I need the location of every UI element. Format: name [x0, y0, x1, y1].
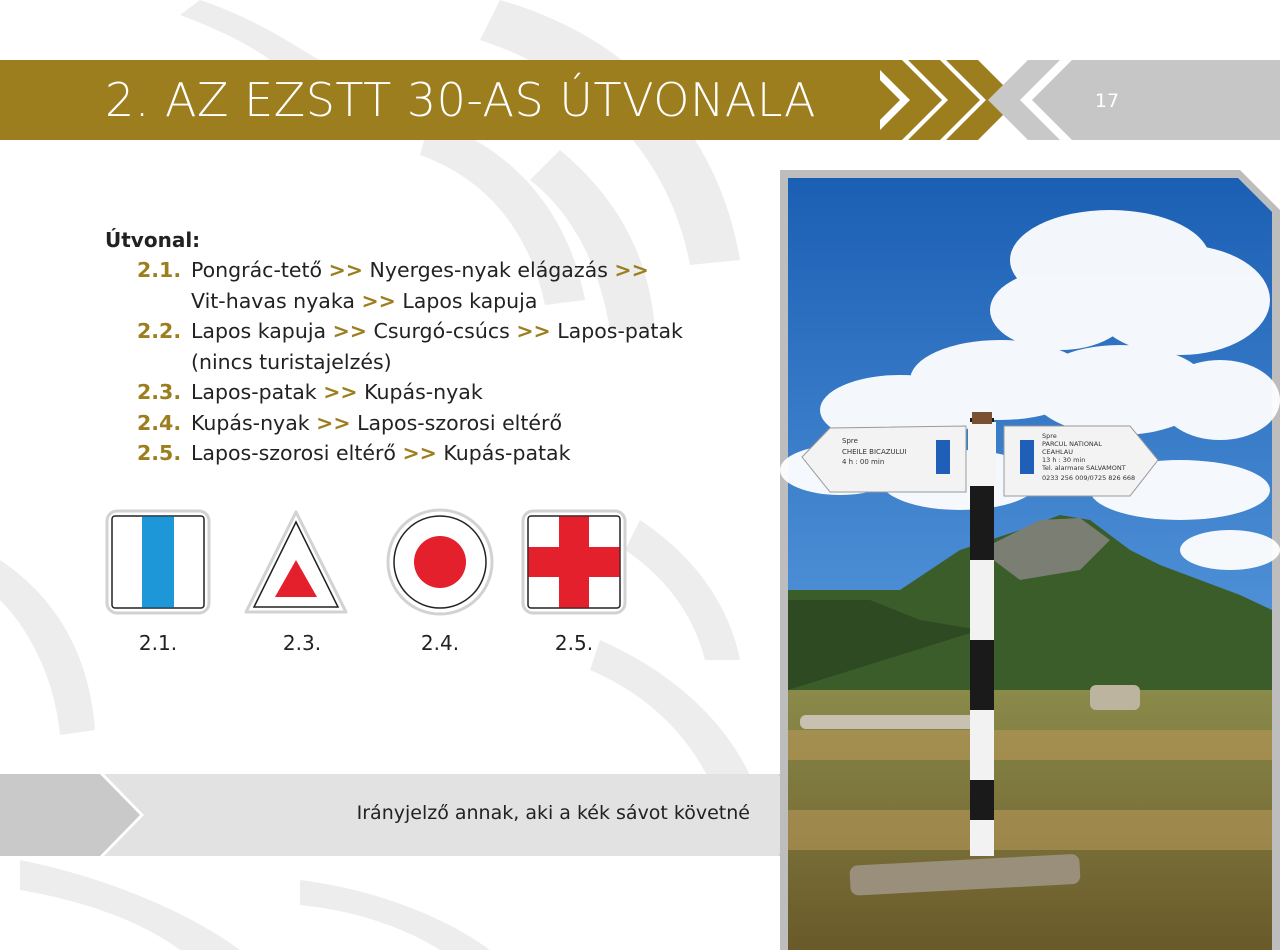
sign-right-line: 13 h : 30 min — [1042, 456, 1086, 464]
marker-label: 2.5. — [554, 631, 594, 655]
route-item-text — [191, 316, 745, 377]
marker-label: 2.4. — [420, 631, 460, 655]
route-item-text — [191, 438, 745, 469]
sign-right-line: Spre — [1042, 432, 1057, 440]
sign-left-line: CHEILE BICAZULUI — [842, 448, 907, 456]
route-heading: Útvonal: — [105, 228, 201, 252]
sign-left-line: Spre — [842, 437, 858, 445]
red-cross-marker-icon — [520, 508, 628, 616]
route-place: Vit-havas nyaka — [191, 288, 355, 313]
route-place: Csurgó-csúcs — [373, 319, 510, 343]
signpost-photo — [780, 170, 1280, 950]
red-triangle-marker-icon — [242, 508, 350, 616]
route-separator: >> — [614, 258, 649, 282]
route-place: Lapos-szorosi eltérő — [191, 441, 396, 465]
route-place: Kupás-patak — [443, 441, 571, 465]
page-title: 2. AZ EZSTT 30-AS ÚTVONALA — [105, 73, 816, 127]
page-number: 17 — [1094, 90, 1120, 112]
route-separator: >> — [332, 319, 367, 343]
route-note: (nincs turistajelzés) — [191, 349, 392, 374]
sign-right-line: CEAHLAU — [1042, 448, 1073, 456]
route-place: Lapos-patak — [191, 380, 317, 404]
route-separator: >> — [516, 319, 551, 343]
red-dot — [414, 536, 466, 588]
blue-stripe — [142, 517, 174, 608]
route-item-number: 2.4. — [137, 410, 182, 435]
route-item — [137, 377, 745, 408]
photo-caption: Irányjelző annak, aki a kék sávot követné — [356, 802, 750, 824]
sign-right-line: PARCUL NATIONAL — [1042, 440, 1102, 448]
sign-right-line: Tel. alarmare SALVAMONT — [1042, 464, 1126, 472]
marker-label: 2.1. — [138, 631, 178, 655]
route-separator: >> — [316, 410, 351, 435]
route-place: Lapos kapuja — [402, 288, 538, 313]
route-place: Pongrác-tető — [191, 258, 323, 282]
route-place: Kupás-nyak — [364, 380, 483, 404]
route-section — [105, 225, 745, 469]
route-item-number: 2.5. — [137, 441, 182, 465]
route-separator: >> — [402, 441, 437, 465]
route-place: Lapos-patak — [557, 319, 683, 343]
route-item — [137, 408, 745, 439]
sign-left-line: 4 h : 00 min — [842, 458, 885, 466]
chevron-decoration — [860, 60, 1280, 140]
route-place: Kupás-nyak — [191, 410, 310, 435]
route-item — [137, 255, 745, 316]
red-dot-marker-icon — [386, 508, 494, 616]
route-item-number: 2.1. — [137, 258, 182, 282]
marker-label: 2.3. — [282, 631, 322, 655]
route-separator: >> — [323, 380, 358, 404]
route-separator: >> — [328, 258, 363, 282]
route-item-number: 2.2. — [137, 319, 182, 343]
route-item-text — [191, 377, 745, 408]
route-place: Lapos-szorosi eltérő — [357, 410, 563, 435]
sign-right-line: 0233 256 009/0725 826 668 — [1042, 474, 1136, 482]
route-place: Lapos kapuja — [191, 319, 327, 343]
route-separator: >> — [361, 288, 396, 313]
route-item — [137, 438, 745, 469]
route-item-text — [191, 255, 745, 316]
route-item-number: 2.3. — [137, 380, 182, 404]
route-place: Nyerges-nyak elágazás — [369, 258, 608, 282]
blue-stripe-marker-icon — [104, 508, 212, 616]
route-item-text — [191, 408, 745, 439]
route-item — [137, 316, 745, 377]
